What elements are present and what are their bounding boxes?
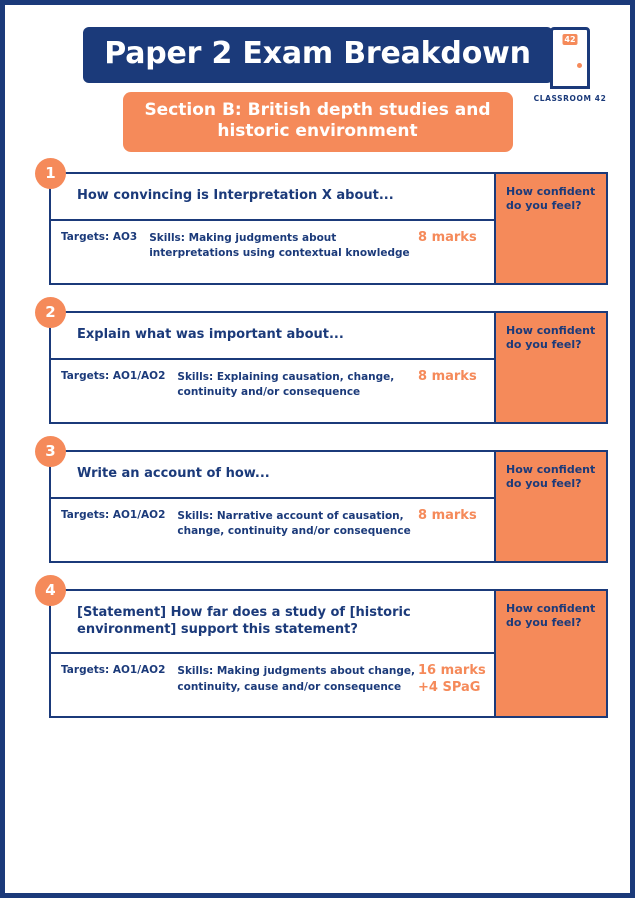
subtitle-banner [123,92,513,153]
marks-value: 8 marks [418,507,477,523]
confidence-panel[interactable]: How confident do you feel? [494,591,606,717]
spag-value: +4 SPaG [418,679,481,695]
question-skills: Skills: Narrative account of causation, change, continuity and/or consequence [177,509,411,537]
page-title: Paper 2 Exam Breakdown [104,36,531,71]
question-prompt: [Statement] How far does a study of [historic environment] support this statement? [51,591,494,655]
logo-caption: CLASSROOM 42 [533,94,607,103]
question-marks [418,663,486,704]
page-header [5,5,630,152]
question-card [49,450,608,563]
confidence-panel[interactable]: How confident do you feel? [494,452,606,561]
marks-value: 8 marks [418,368,477,384]
marks-value: 8 marks [418,229,477,245]
question-details [51,360,494,422]
question-targets: Targets: AO1/AO2 [61,508,166,521]
question-targets: Targets: AO1/AO2 [61,664,166,677]
question-card [49,311,608,424]
confidence-panel[interactable]: How confident do you feel? [494,174,606,283]
question-targets: Targets: AO1/AO2 [61,369,166,382]
question-card [49,172,608,285]
question-prompt: Write an account of how... [51,452,494,499]
question-number-badge: 1 [35,158,66,189]
confidence-panel[interactable]: How confident do you feel? [494,313,606,422]
page-subtitle: Section B: British depth studies and historic environment [144,99,491,141]
title-banner [83,27,553,83]
question-number-badge: 4 [35,575,66,606]
question-marks [418,508,486,549]
question-details [51,654,494,716]
question-main [51,174,494,283]
question-marks [418,230,486,271]
question-number-badge: 3 [35,436,66,467]
question-prompt: Explain what was important about... [51,313,494,360]
question-details [51,499,494,561]
door-icon [550,27,590,89]
marks-value: 16 marks [418,663,486,679]
classroom-logo [532,27,608,103]
question-block [27,580,608,719]
door-knob-icon [577,63,582,68]
question-block [27,302,608,424]
question-skills: Skills: Explaining causation, change, continuity and/or consequence [177,370,395,398]
question-prompt: How convincing is Interpretation X about... [51,174,494,221]
question-number-badge: 2 [35,297,66,328]
question-marks [418,369,486,410]
question-skills: Skills: Making judgments about change, continuity, cause and/or consequence [177,665,416,693]
question-block [27,164,608,285]
question-main [51,591,494,717]
question-details [51,221,494,283]
question-list [5,164,630,718]
question-main [51,313,494,422]
question-block [27,441,608,563]
question-card [49,589,608,719]
question-targets: Targets: AO3 [61,230,138,243]
door-number: 42 [564,35,576,44]
question-skills: Skills: Making judgments about interpretations using contextual knowledge [149,231,410,260]
question-main [51,452,494,561]
